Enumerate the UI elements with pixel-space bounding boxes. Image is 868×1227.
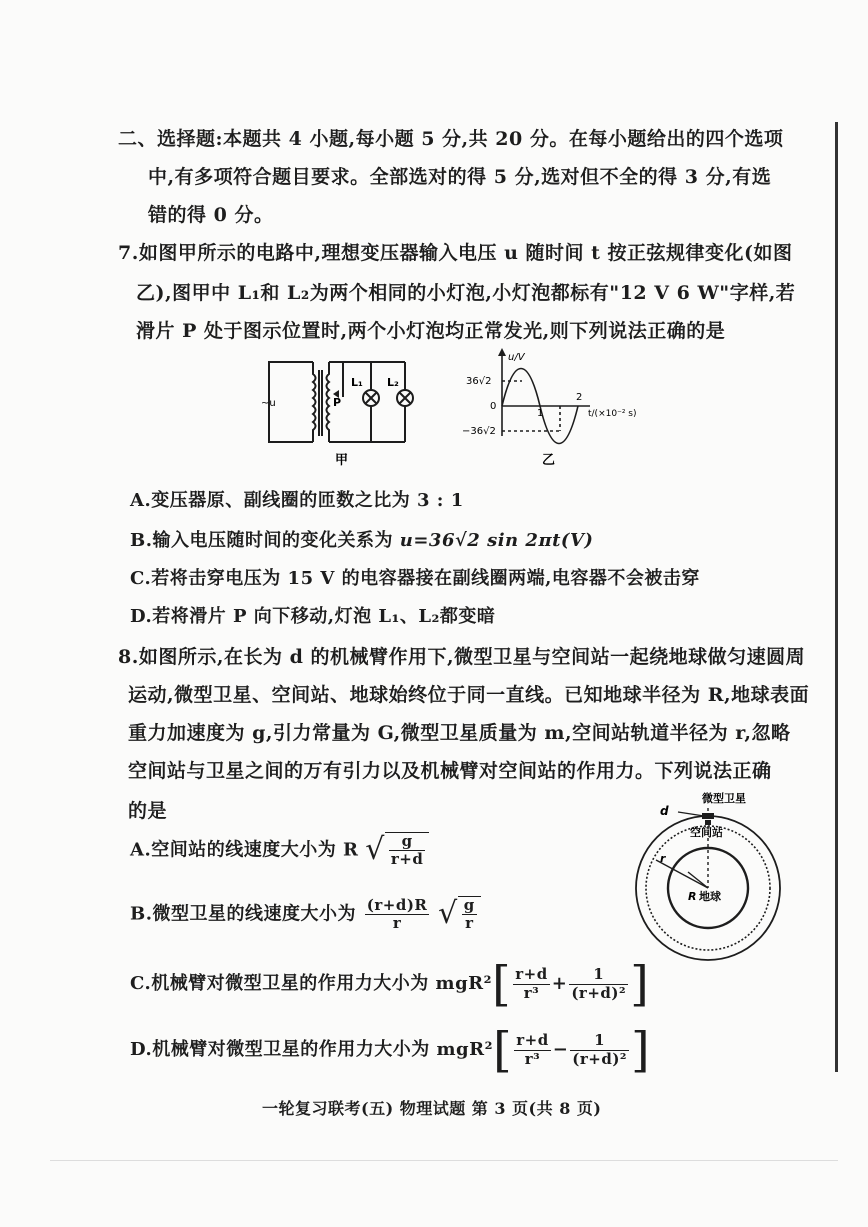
graph-y-bottom: −36√2 <box>462 426 496 437</box>
q8-d-f1-num: r+d <box>516 1031 549 1050</box>
q7-option-b-text: B.输入电压随时间的变化关系为 <box>130 530 400 551</box>
graph-x-tick-1: 1 <box>537 408 544 419</box>
page-edge-rule <box>835 122 838 1072</box>
q8-b-den: r <box>392 913 402 932</box>
q7-stem-line1: 7.如图甲所示的电路中,理想变压器输入电压 u 随时间 t 按正弦规律变化(如图 <box>118 242 793 264</box>
section-instruction-line2: 中,有多项符合题目要求。全部选对的得 5 分,选对但不全的得 3 分,有选 <box>148 166 772 188</box>
q7-circuit-figure <box>255 352 425 470</box>
q8-b-num: (r+d)R <box>366 895 428 914</box>
q7-option-b <box>130 526 593 552</box>
q8-orbit-figure <box>630 788 790 968</box>
sqrt-sign: √ $\frac{g}{r+d}$ <box>365 832 429 869</box>
label-earth: 地球 <box>699 890 721 903</box>
q8-stem-line3: 重力加速度为 g,引力常量为 G,微型卫星质量为 m,空间站轨道半径为 r,忽略 <box>128 722 791 744</box>
q8-a-den: r+d <box>390 850 424 869</box>
q8-d-f1-den: r³ <box>524 1049 541 1068</box>
q8-stem-line2: 运动,微型卫星、空间站、地球始终位于同一直线。已知地球半径为 R,地球表面 <box>128 684 810 706</box>
graph-y-zero: 0 <box>490 401 497 412</box>
graph-y-top: 36√2 <box>466 376 492 387</box>
q8-option-d: D.机械臂对微型卫星的作用力大小为 mgR²[ $\frac{r+d}{\text{r³}}$ − $\frac{1}{\text{(r+d)²}}$ ] <box>130 1022 651 1078</box>
q8-c-operator: + <box>551 973 568 994</box>
q8-d-operator: − <box>552 1039 569 1060</box>
q8-d-f2-num: 1 <box>570 1032 629 1050</box>
label-lamp-l1: L₁ <box>351 376 363 389</box>
q8-c-f2-den: (r+d)² <box>571 983 627 1002</box>
q8-option-b <box>130 896 481 933</box>
q7-option-a: A.变压器原、副线圈的匝数之比为 3 : 1 <box>130 490 464 511</box>
q8-a-num: g <box>389 833 425 851</box>
label-input-u: ~u <box>261 398 276 409</box>
q8-stem-line5: 的是 <box>128 800 168 822</box>
fig-a-caption: 甲 <box>335 453 349 468</box>
q8-d-f2-den: (r+d)² <box>572 1049 628 1068</box>
q7-voltage-graph <box>440 346 650 470</box>
q8-b-sqrt-num: g <box>463 896 475 914</box>
q7-option-c: C.若将击穿电压为 15 V 的电容器接在副线圈两端,电容器不会被击穿 <box>130 568 700 589</box>
q8-option-a-text: A.空间站的线速度大小为 R <box>130 839 359 861</box>
label-orbit-r: r <box>660 852 666 865</box>
fig-b-caption: 乙 <box>542 453 556 468</box>
label-lamp-l2: L₂ <box>387 376 399 389</box>
graph-x-tick-2: 2 <box>576 392 583 403</box>
q8-b-sqrt-den: r <box>465 914 474 933</box>
q8-option-b-text: B.微型卫星的线速度大小为 <box>130 903 356 925</box>
q7-option-d: D.若将滑片 P 向下移动,灯泡 L₁、L₂都变暗 <box>130 606 496 627</box>
q8-stem-line1: 8.如图所示,在长为 d 的机械臂作用下,微型卫星与空间站一起绕地球做匀速圆周 <box>118 646 806 668</box>
q8-c-f1-den: r³ <box>523 983 540 1002</box>
section-instruction-line1: 二、选择题:本题共 4 小题,每小题 5 分,共 20 分。在每小题给出的四个选项 <box>118 128 784 150</box>
q8-option-a <box>130 832 429 869</box>
label-slider-p: P <box>333 396 342 409</box>
q7-stem-line3: 滑片 P 处于图示位置时,两个小灯泡均正常发光,则下列说法正确的是 <box>136 320 726 342</box>
q7-option-b-formula: u=36√2 sin 2πt(V) <box>399 530 594 551</box>
page-footer: 一轮复习联考(五) 物理试题 第 3 页(共 8 页) <box>262 1099 602 1118</box>
bottom-divider <box>50 1160 838 1161</box>
sqrt-sign: √ $\frac{g}{r}$ <box>438 896 481 933</box>
label-earth-radius: R <box>688 890 697 903</box>
q8-stem-line4: 空间站与卫星之间的万有引力以及机械臂对空间站的作用力。下列说法正确 <box>128 760 772 782</box>
graph-y-label: u/V <box>508 352 525 363</box>
label-arm-d: d <box>660 804 669 818</box>
q8-option-d-text: D.机械臂对微型卫星的作用力大小为 mgR² <box>130 1039 493 1060</box>
q8-option-c: C.机械臂对微型卫星的作用力大小为 mgR²[ $\frac{r+d}{\text{r³}}$ + $\frac{1}{\text{(r+d)²}}$ ] <box>130 956 650 1012</box>
graph-x-label: t/(×10⁻² s) <box>588 409 637 419</box>
label-satellite: 微型卫星 <box>702 792 746 805</box>
q8-option-c-text: C.机械臂对微型卫星的作用力大小为 mgR² <box>130 973 493 994</box>
q8-c-f2-num: 1 <box>569 966 628 984</box>
q7-stem-line2: 乙),图甲中 L₁和 L₂为两个相同的小灯泡,小灯泡都标有"12 V 6 W"字样,若 <box>136 282 796 304</box>
q8-c-f1-num: r+d <box>515 965 548 984</box>
section-instruction-line3: 错的得 0 分。 <box>148 204 274 226</box>
label-station: 空间站 <box>690 826 723 839</box>
